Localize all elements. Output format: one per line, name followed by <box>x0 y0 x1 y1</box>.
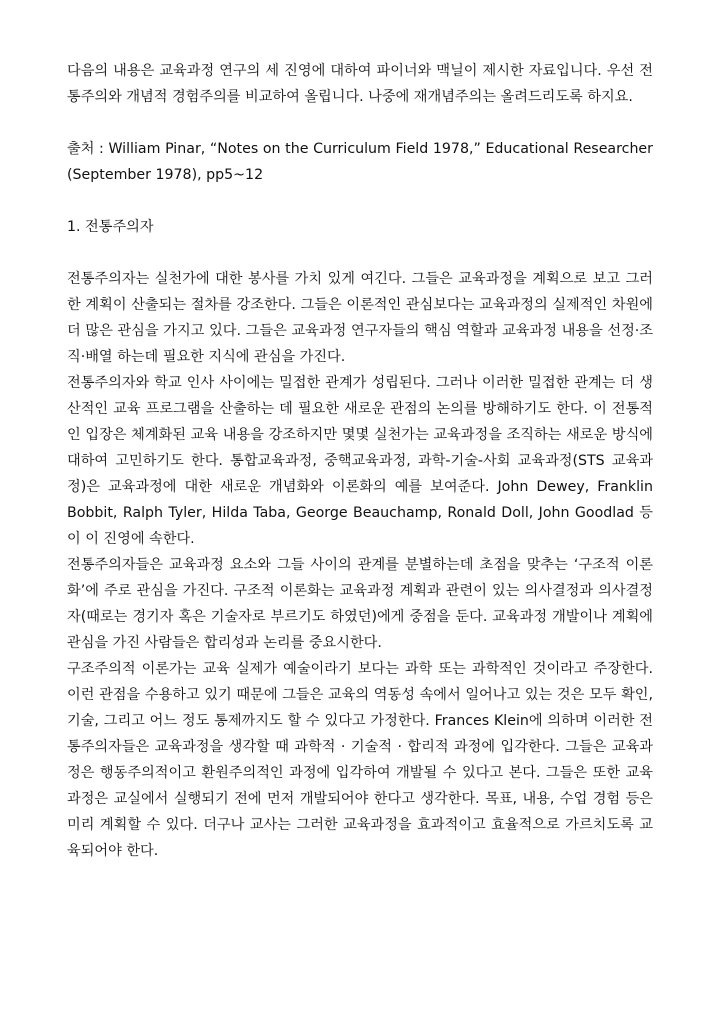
section-heading: 1. 전통주의자 <box>67 219 154 235</box>
source-citation: 출처 : William Pinar, “Notes on the Curriculum Field 1978,” Educational Researcher (September 1978), pp5~12 <box>67 141 653 183</box>
spacer <box>67 188 653 214</box>
intro-paragraph: 다음의 내용은 교육과정 연구의 세 진영에 대하여 파이너와 맥닐이 제시한 자료입니다. 우선 전통주의와 개념적 경험주의를 비교하여 올립니다. 나중에 재개념주의는 올려드리도록 하지요. <box>67 63 653 105</box>
spacer <box>67 240 653 266</box>
body-paragraph-4: 구조주의적 이론가는 교육 실제가 예술이라기 보다는 과학 또는 과학적인 것이라고 주장한다. 이런 관점을 수용하고 있기 때문에 그들은 교육의 역동성 속에서 일어나고 있는 것은 모두 확인, 기술, 그리고 어느 정도 통제까지도 할 수 있다고 가정한다. Frances Klein에 의하며 이러한 전통주의자들은 교육과정을 생각할 때 과학적 · 기술적 · 합리적 과정에 입각한다. 그들은 교육과정은 행동주의적이고 환원주의적인 과정에 입각하여 개발될 수 있다고 본다. 그들은 또한 교육과정은 교실에서 실행되기 전에 먼저 개발되어야 한다고 생각한다. 목표, 내용, 수업 경험 등은 미리 계획할 수 있다. 더구나 교사는 그러한 교육과정을 효과적이고 효율적으로 가르치도록 교육되어야 한다. <box>67 661 653 859</box>
body-paragraph-1: 전통주의자는 실천가에 대한 봉사를 가치 있게 여긴다. 그들은 교육과정을 계획으로 보고 그러한 계획이 산출되는 절차를 강조한다. 그들은 이론적인 관심보다는 교육과정의 실제적인 차원에 더 많은 관심을 가지고 있다. 그들은 교육과정 연구자들의 핵심 역할과 교육과정 내용을 선정·조직·배열 하는데 필요한 지식에 관심을 가진다. <box>67 271 653 365</box>
body-paragraph-2: 전통주의자와 학교 인사 사이에는 밀접한 관계가 성립된다. 그러나 이러한 밀접한 관계는 더 생산적인 교육 프로그램을 산출하는 데 필요한 새로운 관점의 논의를 방해하기도 한다. 이 전통적인 입장은 체계화된 교육 내용을 강조하지만 몇몇 실천가는 교육과정을 조직하는 새로운 방식에 대하여 고민하기도 한다. 통합교육과정, 중핵교육과정, 과학-기술-사회 교육과정(STS 교육과정)은 교육과정에 대한 새로운 개념화와 이론화의 예를 보여준다. John Dewey, Franklin Bobbit, Ralph Tyler, Hilda Taba, George Beauchamp, Ronald Doll, John Goodlad 등이 이 진영에 속한다. <box>67 375 653 547</box>
document-page <box>67 58 653 864</box>
spacer <box>67 110 653 136</box>
body-paragraph-3: 전통주의자들은 교육과정 요소와 그들 사이의 관계를 분별하는데 초점을 맞추는 ‘구조적 이론화’에 주로 관심을 가진다. 구조적 이론화는 교육과정 계획과 관련이 있는 의사결정과 의사결정자(때로는 경기자 혹은 기술자로 부르기도 하였던)에게 중점을 둔다. 교육과정 개발이나 계획에 관심을 가진 사람들은 합리성과 논리를 중요시한다. <box>67 557 653 651</box>
